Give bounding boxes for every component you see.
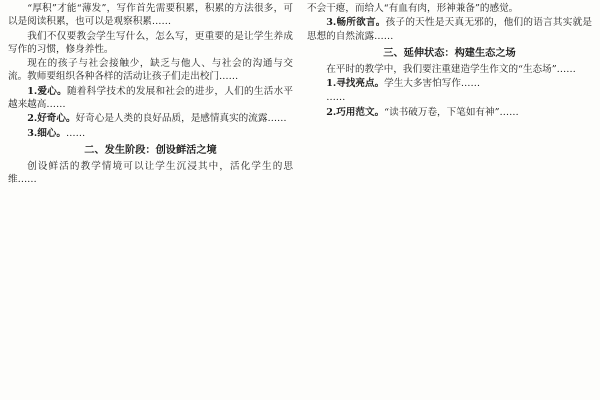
- carefulness-text: ……: [65, 127, 86, 139]
- example-paragraph: ……: [326, 92, 346, 104]
- intro-paragraph: “厚积”才能“薄发”，写作首先需要积累，积累的方法很多，可以是阅读积累，也可以是观察积累……: [8, 3, 293, 28]
- speak-freely-text: 孩子的天性是天真无邪的，他们的语言其实就是思想的自然流露……: [307, 17, 592, 42]
- love-lead: 1.爱心。: [27, 85, 67, 97]
- love-paragraph: [8, 85, 293, 112]
- highlights-text: 学生大多害怕写作……: [384, 78, 481, 90]
- model-essay-text: “读书破万卷，下笔如有神”……: [384, 106, 519, 118]
- section-heading-3: 三、延伸状态：构建生态之场: [383, 46, 516, 59]
- curiosity-text: 好奇心是人类的良好品质，是感情真实的流露……: [75, 113, 287, 125]
- highlights-paragraph: [307, 77, 592, 90]
- activity-paragraph: 现在的孩子与社会接触少，缺乏与他人、与社会的沟通与交流。教师要组织各种各样的活动让孩子们走出校门……: [8, 58, 293, 83]
- model-essay-paragraph: [307, 106, 592, 119]
- continuation-paragraph: 不会干瘪，而给人“有血有肉，形神兼备”的感觉。: [307, 3, 519, 14]
- carefulness-lead: 3.细心。: [27, 127, 66, 139]
- section-heading-2: 二、发生阶段：创设鲜活之境: [84, 143, 217, 156]
- left-column: [8, 2, 293, 400]
- speak-freely-lead: 3.畅所欲言。: [326, 17, 386, 29]
- speak-freely-paragraph: [307, 16, 592, 43]
- curiosity-lead: 2.好奇心。: [27, 113, 76, 125]
- carefulness-paragraph: [8, 127, 293, 140]
- ecology-paragraph: 在平时的教学中，我们要注重建造学生作文的“生态场”……: [326, 63, 576, 75]
- love-text: 随着科学技术的发展和社会的进步，人们的生活水平越来越高……: [8, 85, 293, 111]
- model-essay-lead: 2.巧用范文。: [326, 106, 385, 118]
- right-column: [307, 2, 592, 400]
- highlights-lead: 1.寻找亮点。: [326, 78, 385, 90]
- curiosity-paragraph: [8, 112, 293, 125]
- intro-continuation: 我们不仅要教会学生写什么，怎么写，更重要的是让学生养成写作的习惯，修身养性。: [8, 30, 293, 55]
- context-paragraph: 创设鲜活的教学情境可以让学生沉浸其中，活化学生的思维……: [8, 160, 293, 186]
